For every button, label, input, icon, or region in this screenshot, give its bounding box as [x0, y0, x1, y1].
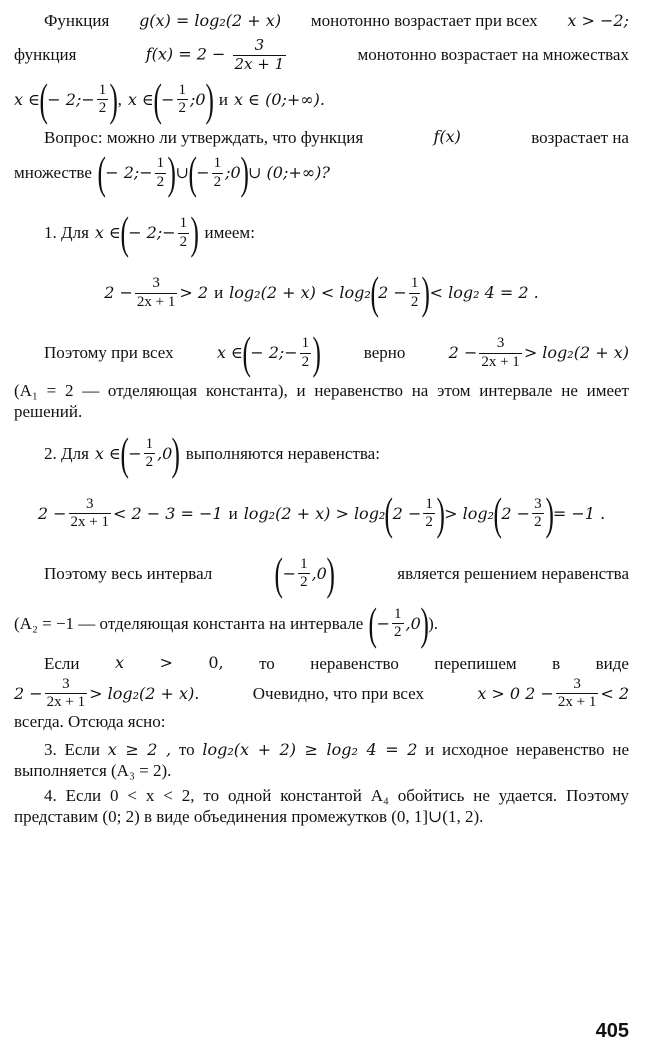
formula: > log₂(2 + x). [89, 683, 200, 703]
formula-g: g(x) = log₂(2 + x) [139, 10, 282, 30]
formula: x ∈ [94, 223, 121, 242]
formula: x > −2; [567, 10, 629, 30]
text: монотонно возрастает на множествах [357, 45, 629, 65]
formula: − [128, 443, 142, 463]
text: Функция [44, 11, 110, 30]
formula: log₂(2 + x) > log₂ [243, 503, 386, 523]
text: то [259, 653, 275, 673]
text: монотонно возрастает при всех [310, 11, 538, 30]
formula: 2 − [37, 503, 67, 523]
paragraph-3 [14, 73, 629, 125]
inequality-line [14, 676, 629, 712]
formula: > log₂ [444, 503, 495, 523]
formula-group [477, 676, 629, 712]
step-1-note: (A₁ = 2 — отделяющая константа), и неравенство на этом интервале не имеет решений. [14, 381, 629, 422]
text: , [117, 90, 122, 110]
paren: ) [171, 427, 181, 479]
equation-1 [14, 267, 629, 318]
text: и [214, 283, 224, 303]
formula: < 2 [600, 683, 629, 703]
step-4: 4. Если 0 < x < 2, то одной константой A₄ обойтись не удается. Поэтому представим (0; 2) в виде объединения промежутков (0, 1]∪(1, 2). [14, 786, 629, 827]
text: множестве [14, 163, 92, 183]
text: верно [363, 343, 406, 363]
formula: f(x) [433, 127, 461, 147]
text: 1. Для [44, 223, 89, 243]
formula: − 2;− [47, 89, 95, 109]
formula: x [114, 653, 125, 673]
formula: ∪ [175, 163, 189, 182]
paren: ) [312, 327, 322, 378]
text: и исходное неравенство не выполняется (A₃ = 2). [14, 739, 630, 780]
text: является решением неравенства [397, 563, 629, 583]
text: выполняются неравенства: [185, 443, 380, 463]
formula: − [376, 613, 390, 633]
paren: ) [190, 207, 200, 258]
text: то [178, 739, 195, 759]
formula: − 2;− [105, 163, 153, 182]
text: перепишем [434, 653, 517, 673]
formula: = −1 . [552, 503, 606, 523]
text: 3. Если [44, 739, 100, 759]
text: Вопрос: можно ли утверждать, что функция [44, 127, 364, 147]
formula: 2 − [378, 283, 407, 302]
formula: < log₂ 4 = 2 . [429, 283, 539, 302]
formula: x ≥ 2 , [107, 739, 172, 759]
formula: > 2 [179, 283, 209, 302]
paren: ( [274, 547, 284, 599]
text: ). [428, 613, 439, 633]
formula-group [216, 327, 322, 378]
formula: 2 − [448, 343, 478, 362]
formula: x ∈ [127, 89, 154, 109]
fraction: $\frac{1}{2}$ [179, 215, 188, 250]
page-number: 405 [595, 1020, 629, 1042]
paragraph-2 [14, 37, 629, 73]
step-2-note [14, 597, 629, 649]
text: возрастает на [531, 127, 629, 147]
paragraph-1 [14, 10, 629, 31]
formula: > log₂(2 + x) [523, 343, 629, 362]
text: Очевидно, что при всех [252, 683, 424, 703]
paren: ) [421, 267, 431, 318]
paragraph-4 [14, 127, 629, 148]
formula: x > 0 2 − [477, 683, 554, 703]
text: виде [595, 653, 629, 673]
formula: ;0 [190, 89, 206, 109]
text-always: всегда. Отсюда ясно: [14, 712, 166, 732]
formula: − [161, 89, 175, 109]
paren: ) [545, 487, 554, 539]
fraction: $\frac{1}{2}$ [145, 435, 154, 470]
paren: ) [420, 597, 429, 649]
formula: ,0 [157, 443, 173, 463]
formula-f: f(x) = 2 − $\frac{3}{2x + 1}$ [145, 36, 285, 73]
fraction: $\frac{3}{2x + 1}$ [70, 495, 109, 530]
formula: < 2 − 3 = −1 [112, 503, 223, 523]
formula: x ∈ [216, 343, 243, 362]
step-1 [14, 207, 629, 258]
text: 2. Для [44, 443, 89, 463]
paren: ( [39, 73, 48, 125]
fraction: $\frac{3}{2x + 1}$ [136, 275, 176, 310]
text: Если [44, 653, 80, 673]
paren: ) [240, 147, 249, 198]
paren: ( [493, 487, 502, 539]
paren: ) [109, 73, 119, 125]
formula: ,0 [311, 563, 327, 583]
formula: ∪ (0;+∞)? [248, 163, 330, 182]
formula: 0, [208, 653, 224, 673]
paren: ) [326, 547, 335, 599]
formula: > [159, 653, 173, 673]
fraction: $\frac{1}{2}$ [98, 82, 107, 117]
text: Поэтому весь интервал [44, 563, 213, 583]
paren: ) [436, 487, 445, 539]
fraction: $\frac{1}{2}$ [213, 155, 222, 190]
paren: ( [188, 147, 197, 198]
paren: ( [370, 267, 379, 318]
formula-group [449, 335, 629, 371]
formula-group [14, 676, 199, 712]
formula: log₂(x + 2) ≥ log₂ 4 = 2 [202, 739, 418, 759]
text: и [218, 90, 229, 110]
equation-2 [14, 487, 629, 539]
formula: 2 − [14, 683, 43, 703]
formula: ;0 [225, 163, 241, 182]
fraction: $\frac{3}{2x + 1}$ [234, 36, 285, 73]
step-2-conclusion [14, 547, 629, 599]
fraction: $\frac{3}{2x + 1}$ [557, 675, 597, 710]
fraction: $\frac{1}{2}$ [410, 275, 419, 310]
step-3 [14, 739, 629, 782]
paren: ( [368, 597, 378, 649]
fraction: $\frac{1}{2}$ [156, 155, 165, 190]
fraction: $\frac{1}{2}$ [300, 555, 308, 590]
text: функция [14, 45, 77, 65]
formula: 2 − [104, 283, 133, 302]
paren: ( [97, 147, 106, 198]
paren: ( [120, 427, 129, 479]
fraction: $\frac{3}{2x + 1}$ [481, 335, 520, 370]
text: Поэтому при всех [44, 343, 174, 363]
fraction: $\frac{3}{2}$ [534, 495, 542, 530]
text: и [228, 503, 238, 523]
paragraph-if-x-positive [14, 653, 629, 674]
formula: ,0 [405, 613, 421, 633]
fraction: $\frac{3}{2x + 1}$ [46, 675, 86, 710]
paren: ) [205, 73, 214, 125]
paren: ( [120, 207, 129, 258]
text: неравенство [310, 653, 399, 673]
formula: log₂(2 + x) < log₂ [229, 283, 371, 302]
fraction: $\frac{1}{2}$ [301, 335, 310, 370]
fraction: $\frac{1}{2}$ [394, 605, 402, 640]
formula: − [282, 563, 297, 583]
formula: 2 − [392, 503, 422, 523]
formula: − [196, 163, 210, 182]
formula: 2 − [501, 503, 531, 523]
paren: ) [167, 147, 177, 198]
paren: ( [153, 73, 162, 125]
formula-group [274, 547, 335, 599]
formula: x ∈ (0;+∞). [234, 89, 325, 109]
text: в [552, 653, 561, 673]
formula: x ∈ [94, 443, 121, 463]
formula: x ∈ [14, 89, 40, 109]
formula: − 2;− [250, 343, 298, 362]
fraction: $\frac{1}{2}$ [425, 495, 433, 530]
text: имеем: [204, 223, 255, 243]
paragraph-5 [14, 147, 629, 198]
paren: ( [242, 327, 251, 378]
formula: − 2;− [128, 223, 176, 242]
fraction: $\frac{1}{2}$ [178, 82, 187, 117]
step-1-conclusion [14, 327, 629, 378]
step-2 [14, 427, 629, 479]
text: (A₂ = −1 — отделяющая константа на интервале [14, 613, 364, 633]
paren: ( [384, 487, 394, 539]
